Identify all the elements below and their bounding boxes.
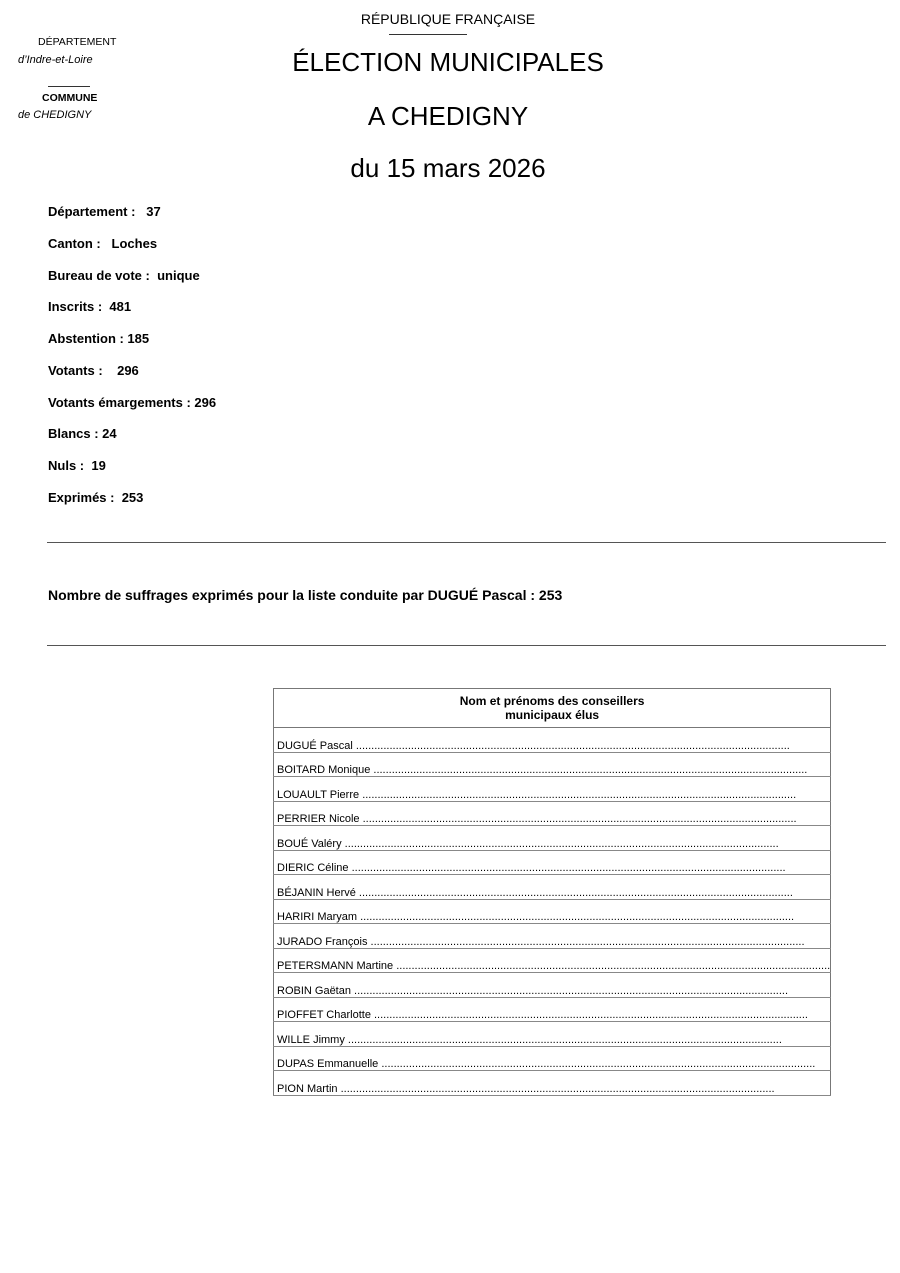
councillor-name: DUGUÉ Pascal (277, 739, 353, 752)
elected-councillors-table (273, 688, 831, 1096)
councillor-name: BÉJANIN Hervé (277, 886, 356, 899)
dot-leader (345, 838, 831, 850)
table-row (274, 801, 831, 826)
republic-heading: RÉPUBLIQUE FRANÇAISE (360, 11, 536, 27)
stat-inscrits: Inscrits : 481 (48, 299, 132, 314)
commune-label: COMMUNE (42, 92, 98, 104)
stat-departement: Département : 37 (48, 204, 161, 219)
dot-leader (371, 936, 831, 948)
councillor-name: PETERSMANN Martine (277, 960, 394, 972)
councillor-cell (274, 1022, 831, 1047)
table-row (274, 850, 831, 875)
councillor-cell (274, 875, 831, 900)
table-header (274, 689, 831, 728)
suffrages-line: Nombre de suffrages exprimés pour la liste conduite par DUGUÉ Pascal : 253 (48, 587, 563, 603)
councillor-cell (274, 850, 831, 875)
election-date: du 15 mars 2026 (350, 153, 546, 183)
table-row (274, 728, 831, 753)
stat-blancs: Blancs : 24 (48, 426, 117, 441)
councillor-cell (274, 997, 831, 1022)
dot-leader (352, 862, 831, 874)
councillor-name: PERRIER Nicole (277, 813, 360, 825)
stat-bureau: Bureau de vote : unique (48, 268, 200, 283)
table-header-line2: municipaux élus (505, 708, 600, 722)
councillor-name: DUPAS Emmanuelle (277, 1058, 379, 1070)
dot-leader (373, 764, 830, 776)
councillor-name: WILLE Jimmy (277, 1033, 345, 1046)
councillor-cell (274, 826, 831, 851)
table-row (274, 1022, 831, 1047)
divider-top (47, 542, 886, 543)
stat-votants: Votants : 296 (48, 363, 139, 378)
councillor-cell (274, 948, 831, 973)
councillor-cell (274, 728, 831, 753)
page-subtitle: A CHEDIGNY (367, 101, 529, 131)
councillor-name: PION Martin (277, 1082, 338, 1095)
table-row (274, 997, 831, 1022)
dot-leader (359, 887, 830, 899)
councillor-cell (274, 1071, 831, 1096)
department-name: d’Indre-et-Loire (18, 54, 93, 66)
stat-canton: Canton : Loches (48, 236, 158, 251)
table-row (274, 1071, 831, 1096)
page-title: ÉLECTION MUNICIPALES (292, 47, 604, 77)
councillor-name: ROBIN Gaëtan (277, 984, 351, 997)
stat-exprimes: Exprimés : 253 (48, 490, 144, 505)
dot-leader (362, 789, 830, 801)
table-header-line1: Nom et prénoms des conseillers (459, 694, 645, 708)
councillor-cell (274, 752, 831, 777)
table-header-row (274, 689, 831, 728)
department-label: DÉPARTEMENT (38, 36, 117, 48)
dot-leader (341, 1083, 831, 1095)
councillor-cell (274, 924, 831, 949)
table-row (274, 752, 831, 777)
table-row (274, 948, 831, 973)
councillor-cell (274, 777, 831, 802)
dot-leader (354, 985, 830, 997)
dot-leader (381, 1058, 830, 1070)
table-row (274, 924, 831, 949)
divider-bottom (47, 645, 886, 646)
table-row (274, 1046, 831, 1071)
dot-leader (356, 740, 830, 752)
table-row (274, 973, 831, 998)
councillor-cell (274, 801, 831, 826)
table-row (274, 826, 831, 851)
councillor-name: BOUÉ Valéry (277, 837, 342, 850)
republic-divider (389, 34, 467, 35)
table-row (274, 899, 831, 924)
dot-leader (374, 1009, 830, 1021)
header-left-divider (48, 86, 90, 87)
stat-nuls: Nuls : 19 (48, 458, 106, 473)
councillor-name: DIERIC Céline (277, 862, 349, 874)
dot-leader (360, 911, 830, 923)
table-row (274, 777, 831, 802)
stat-abstention: Abstention : 185 (48, 331, 150, 346)
stat-votants-emargements: Votants émargements : 296 (48, 395, 217, 410)
table-row (274, 875, 831, 900)
dot-leader (348, 1034, 830, 1046)
dot-leader (363, 813, 831, 825)
councillor-cell (274, 1046, 831, 1071)
councillor-name: HARIRI Maryam (277, 911, 358, 923)
councillor-name: PIOFFET Charlotte (277, 1009, 371, 1021)
councillor-name: LOUAULT Pierre (277, 788, 360, 801)
councillor-cell (274, 899, 831, 924)
dot-leader (396, 960, 830, 972)
councillor-name: JURADO François (277, 935, 368, 948)
commune-name: de CHEDIGNY (18, 109, 92, 121)
councillor-name: BOITARD Monique (277, 764, 371, 776)
councillor-cell (274, 973, 831, 998)
